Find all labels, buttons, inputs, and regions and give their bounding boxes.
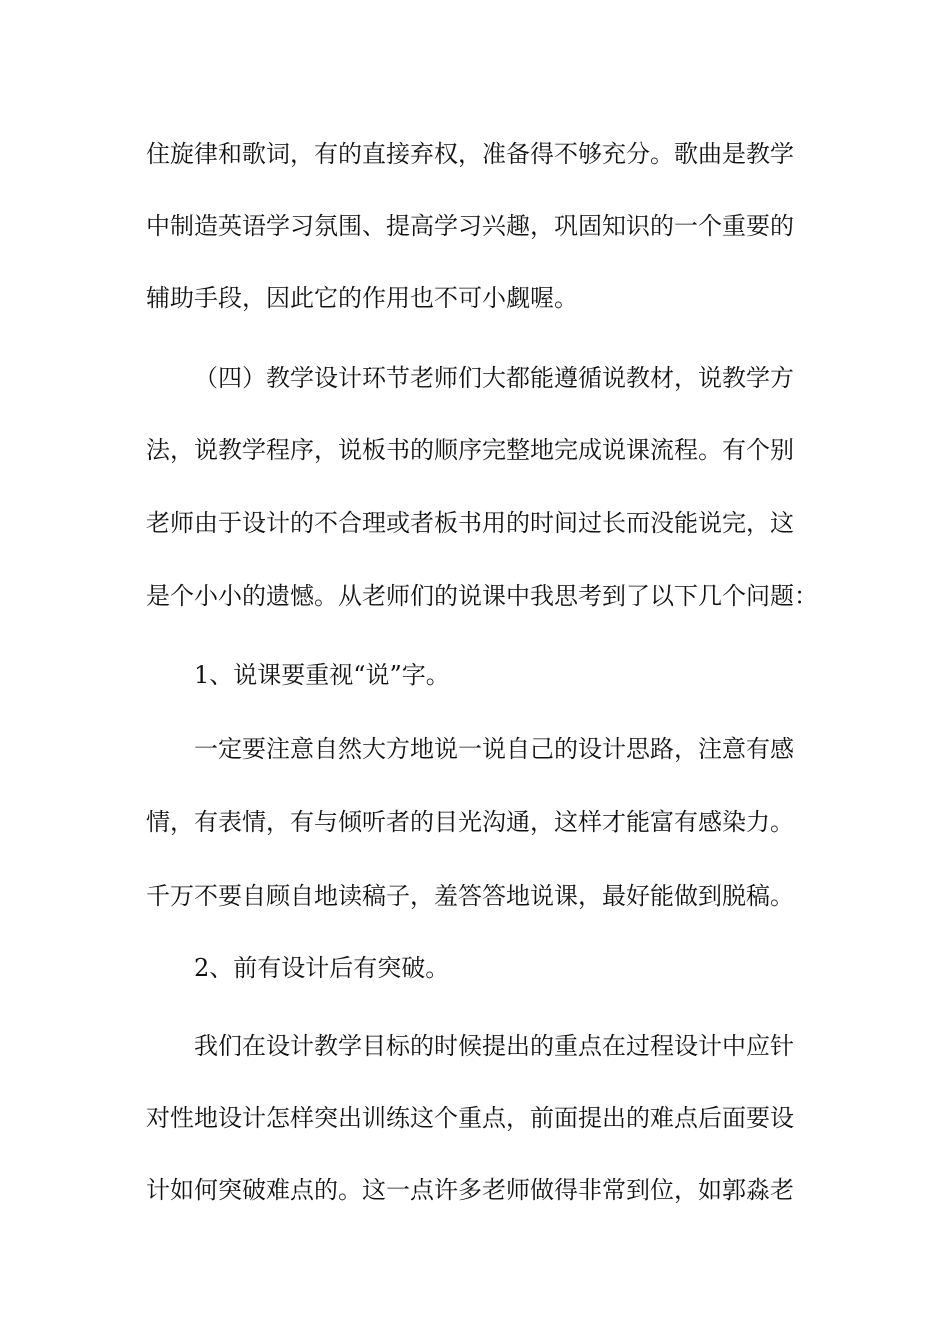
text-line: 是个小小的遗憾。从老师们的说课中我思考到了以下几个问题： xyxy=(146,582,818,610)
text-line: 千万不要自顾自地读稿子，羞答答地说课，最好能做到脱稿。 xyxy=(146,882,794,910)
text-line: 法，说教学程序，说板书的顺序完整地完成说课流程。有个别 xyxy=(146,436,794,464)
text-line: （四）教学设计环节老师们大都能遵循说教材，说教学方 xyxy=(194,364,794,392)
text-line: 对性地设计怎样突出训练这个重点，前面提出的难点后面要设 xyxy=(146,1104,794,1132)
text-line: 2、前有设计后有突破。 xyxy=(194,954,450,982)
text-line: 1、说课要重视“说”字。 xyxy=(194,661,450,689)
text-line: 老师由于设计的不合理或者板书用的时间过长而没能说完，这 xyxy=(146,509,794,537)
text-line: 一定要注意自然大方地说一说自己的设计思路，注意有感 xyxy=(194,735,794,763)
text-line: 计如何突破难点的。这一点许多老师做得非常到位，如郭淼老 xyxy=(146,1176,794,1204)
text-line: 住旋律和歌词，有的直接弃权，准备得不够充分。歌曲是教学 xyxy=(146,140,794,168)
text-line: 我们在设计教学目标的时候提出的重点在过程设计中应针 xyxy=(194,1032,794,1060)
text-line: 辅助手段，因此它的作用也不可小觑喔。 xyxy=(146,284,578,312)
text-line: 情，有表情，有与倾听者的目光沟通，这样才能富有感染力。 xyxy=(146,808,794,836)
text-line: 中制造英语学习氛围、提高学习兴趣，巩固知识的一个重要的 xyxy=(146,212,794,240)
